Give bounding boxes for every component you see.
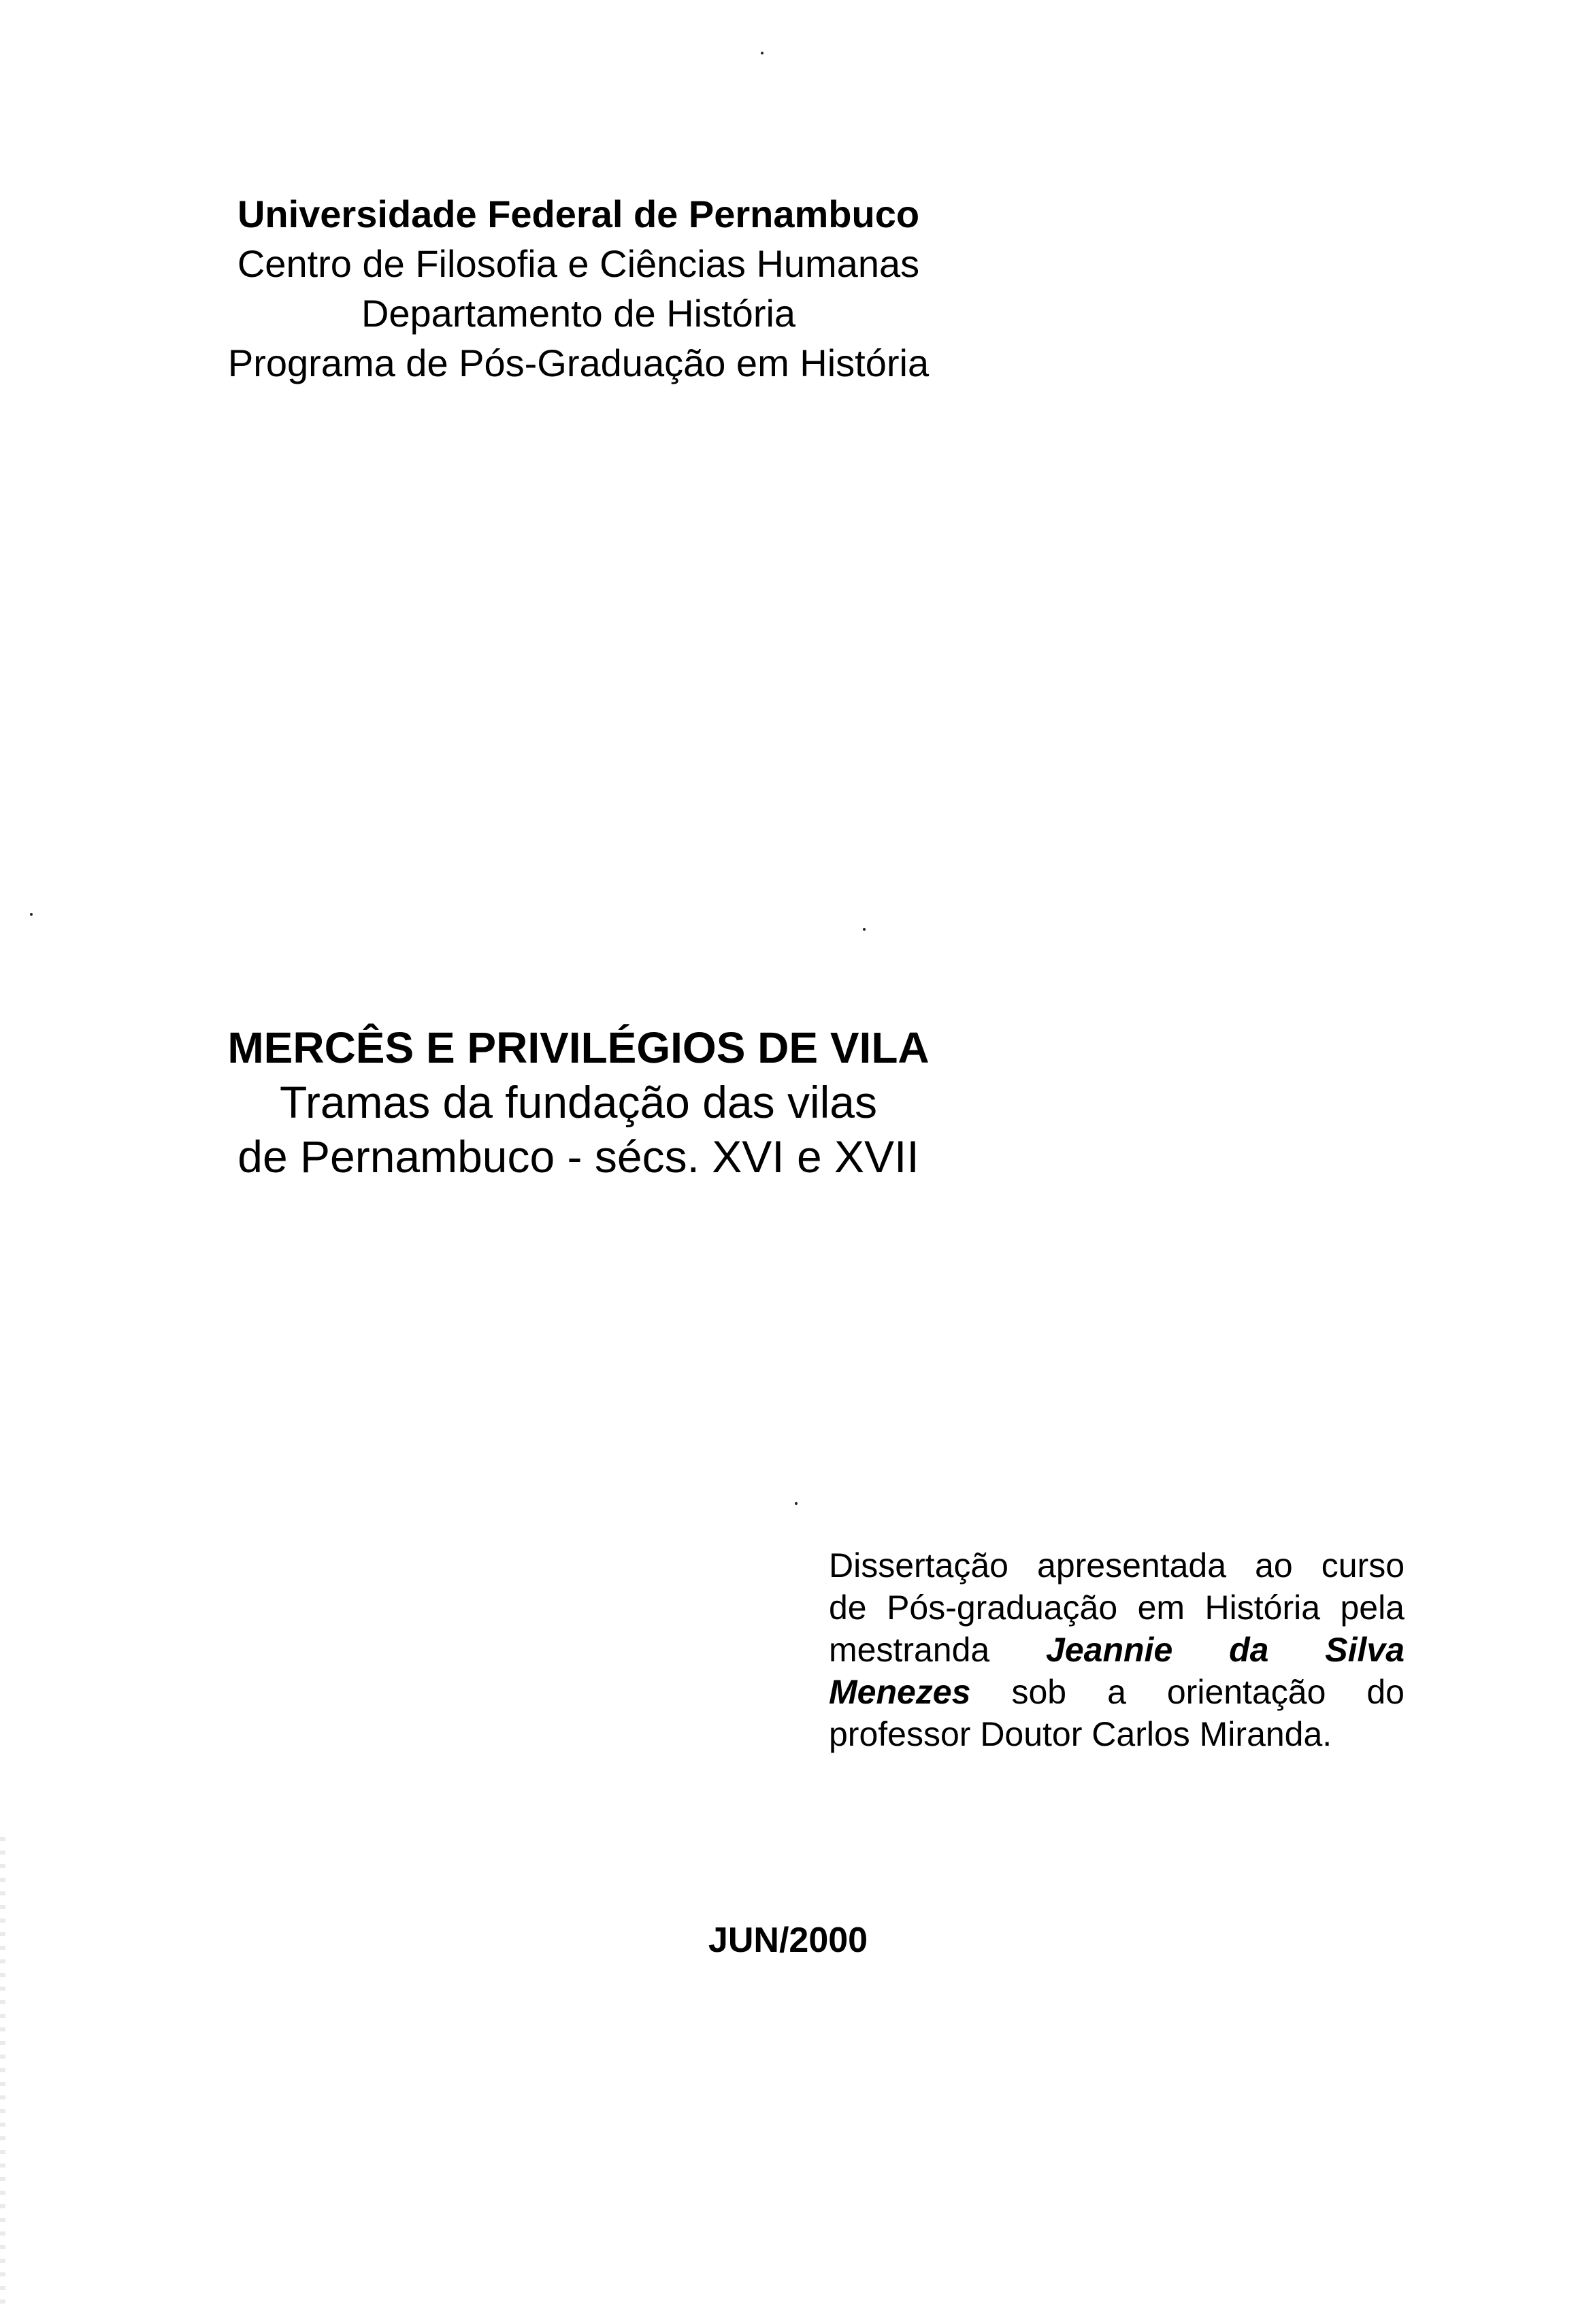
note-word: do (1366, 1673, 1405, 1711)
author-name-particle: da (1229, 1631, 1269, 1669)
note-word: de (829, 1589, 867, 1627)
institution-header (0, 189, 1157, 388)
author-middle-name: Silva (1325, 1631, 1405, 1669)
note-word: curso (1321, 1546, 1405, 1584)
dissertation-title (0, 1020, 1157, 1184)
note-word: a (1107, 1673, 1126, 1711)
scan-speck (863, 928, 866, 931)
scan-edge-noise (0, 1837, 5, 2313)
note-word: apresentada (1037, 1546, 1227, 1584)
scan-speck (761, 52, 764, 54)
note-line-2 (829, 1587, 1405, 1629)
dissertation-note (829, 1544, 1405, 1755)
subtitle-line-1: Tramas da fundação das vilas (279, 1077, 877, 1127)
note-word: Pós-graduação (887, 1589, 1118, 1627)
note-word: em (1137, 1589, 1185, 1627)
program-name: Programa de Pós-Graduação em História (227, 342, 930, 384)
submission-date: JUN/2000 (708, 1921, 868, 1960)
note-word: Dissertação (829, 1546, 1008, 1584)
author-first-name: Jeannie (1046, 1631, 1173, 1669)
scan-speck (30, 913, 33, 916)
scan-speck (795, 1502, 798, 1505)
note-word: orientação (1166, 1673, 1326, 1711)
note-line-3 (829, 1629, 1405, 1671)
note-line-5: professor Doutor Carlos Miranda. (829, 1715, 1332, 1753)
subtitle-line-2: de Pernambuco - sécs. XVI e XVII (237, 1131, 919, 1182)
note-line-1 (829, 1544, 1405, 1587)
note-word: ao (1255, 1546, 1293, 1584)
note-word: mestranda (829, 1631, 990, 1669)
main-title: MERCÊS E PRIVILÉGIOS DE VILA (227, 1023, 930, 1072)
note-line-4 (829, 1671, 1405, 1713)
center-name: Centro de Filosofia e Ciências Humanas (237, 242, 920, 285)
note-word: História (1204, 1589, 1321, 1627)
university-name: Universidade Federal de Pernambuco (237, 193, 920, 235)
department-name: Departamento de História (361, 292, 796, 335)
note-word: sob (1011, 1673, 1067, 1711)
author-last-name: Menezes (829, 1673, 971, 1711)
note-word: pela (1340, 1589, 1405, 1627)
